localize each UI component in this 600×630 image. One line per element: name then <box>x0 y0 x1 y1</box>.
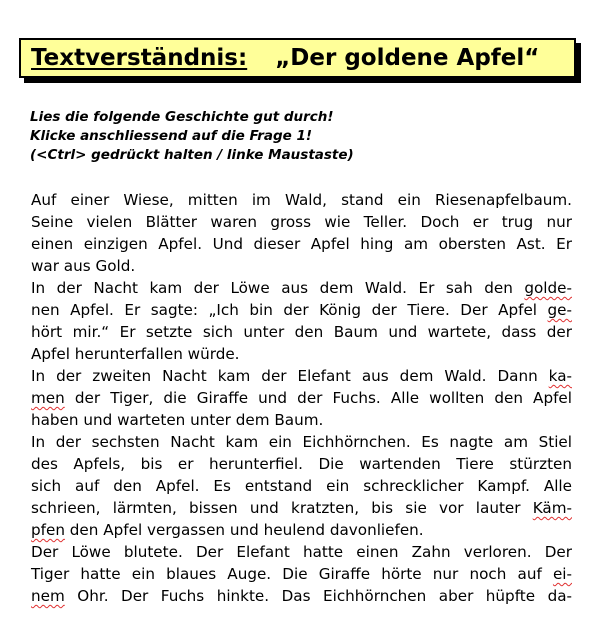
spellcheck-word: ge- <box>547 301 572 319</box>
spellcheck-word: nem <box>31 587 65 605</box>
story-line: hört mir.“ Er setzte sich unter den Baum und wartete, dass der <box>31 323 572 341</box>
spellcheck-word: Käm- <box>532 499 572 517</box>
story-line: haben und warteten unter dem Baum. <box>31 411 324 429</box>
title-box <box>19 38 576 78</box>
spellcheck-word: ka- <box>548 367 572 385</box>
story-line: des Apfels, bis er herunterfiel. Die wartenden Tiere stürzten <box>31 455 572 473</box>
story-line: sich auf den Apfel. Es entstand ein schrecklicher Kampf. Alle <box>31 477 572 495</box>
story-line: In der sechsten Nacht kam ein Eichhörnchen. Es nagte am Stiel <box>31 433 572 451</box>
story-line: nen Apfel. Er sagte: „Ich bin der König der Tiere. Der Apfel ge- <box>31 301 572 319</box>
instruction-line: (<Ctrl> gedrückt halten / linke Maustaste) <box>30 147 354 163</box>
story-line: pfen den Apfel vergassen und heulend davonliefen. <box>31 521 424 539</box>
instructions <box>30 108 354 165</box>
story-line: Seine vielen Blätter waren gross wie Teller. Doch er trug nur <box>31 213 572 231</box>
story-line: schrieen, lärmten, bissen und kratzten, bis sie vor lauter Käm- <box>31 499 572 517</box>
instruction-line: Lies die folgende Geschichte gut durch! <box>30 109 334 125</box>
story-line: Apfel herunterfallen würde. <box>31 345 240 363</box>
story-title: „Der goldene Apfel“ <box>275 45 540 71</box>
spellcheck-word: ei- <box>552 565 572 583</box>
spellcheck-word: golde- <box>524 279 572 297</box>
story-line: nem Ohr. Der Fuchs hinkte. Das Eichhörnchen aber hüpfte da- <box>31 587 572 605</box>
story-line: In der zweiten Nacht kam der Elefant aus dem Wald. Dann ka- <box>31 367 572 385</box>
story-line: Der Löwe blutete. Der Elefant hatte einen Zahn verloren. Der <box>31 543 572 561</box>
story-text <box>31 189 572 607</box>
story-line: einen einzigen Apfel. Und dieser Apfel hing am obersten Ast. Er <box>31 235 572 253</box>
story-line: Auf einer Wiese, mitten im Wald, stand ein Riesenapfelbaum. <box>31 191 572 209</box>
spellcheck-word: pfen <box>31 521 65 539</box>
story-line: Tiger hatte ein blaues Auge. Die Giraffe hörte nur noch auf ei- <box>31 565 572 583</box>
story-line: war aus Gold. <box>31 257 136 275</box>
title-label: Textverständnis: <box>31 45 248 71</box>
instruction-line: Klicke anschliessend auf die Frage 1! <box>30 128 313 144</box>
spellcheck-word: men <box>31 389 65 407</box>
story-line: men der Tiger, die Giraffe und der Fuchs. Alle wollten den Apfel <box>31 389 572 407</box>
story-line: In der Nacht kam der Löwe aus dem Wald. Er sah den golde- <box>31 279 572 297</box>
